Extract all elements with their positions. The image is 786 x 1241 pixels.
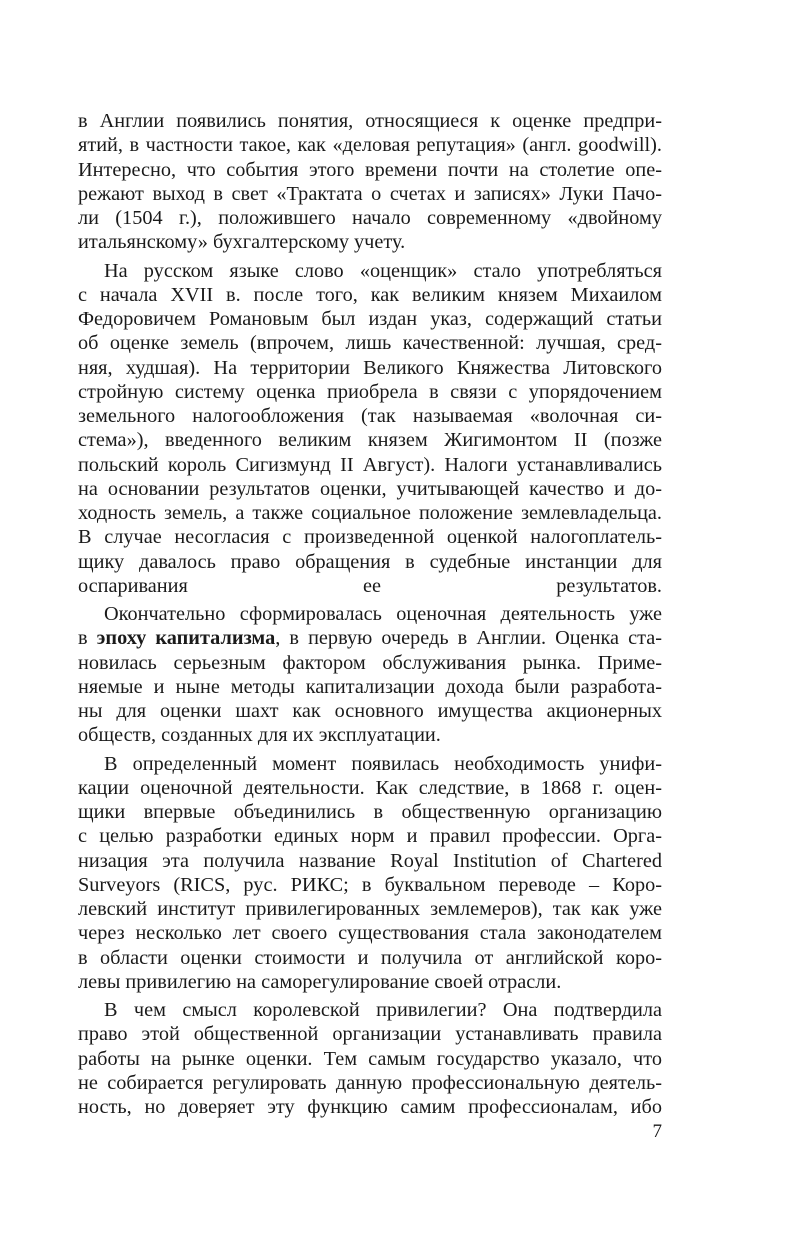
text-line: На русском языке слово «оценщик» стало употребляться [104, 259, 662, 282]
emphasis-term: эпоху капитализма [96, 627, 276, 650]
text-line: режают выход в свет «Трактата о счетах и записях» Луки Пачо- [78, 182, 662, 205]
text-line: Окончательно сформировалась оценочная деятельность уже [104, 603, 662, 625]
text-line: с начала XVII в. после того, как великим князем Михаилом [78, 283, 662, 306]
text-line: оспаривания ее результатов. [78, 574, 662, 597]
text-line: няемые и ныне методы капитализации дохода были разработа- [78, 675, 662, 698]
text-line: Федоровичем Романовым был издан указ, содержащий статьи [78, 308, 662, 330]
body-text [78, 109, 662, 1119]
text-line: левский институт привилегированных землемеров), так как уже [78, 898, 662, 920]
paragraph-2 [78, 259, 662, 599]
text-line: стройную систему оценка приобрела в связи с упорядочением [78, 380, 662, 403]
text-line: в Англии появились понятия, относящиеся к оценке предпри- [78, 110, 662, 132]
text-line: левы привилегию на саморегулирование своей отрасли. [78, 970, 562, 993]
text-line: стема»), введенного великим князем Жигимонтом II (позже [78, 429, 662, 452]
paragraph-1 [78, 109, 662, 255]
text-line: право этой общественной организации устанавливать правила [78, 1023, 662, 1046]
text-line: об оценке земель (впрочем, лишь качественной: лучшая, сред- [78, 332, 662, 355]
text-line: низация эта получила название Royal Institution of Chartered [78, 849, 662, 872]
text-line: не собирается регулировать данную профессиональную деятель- [78, 1071, 662, 1094]
text-line: ятий, в частности такое, как «деловая репутация» (англ. goodwill). [78, 134, 662, 157]
page-number: 7 [652, 1121, 662, 1142]
text-line: ны для оценки шахт как основного имущества акционерных [78, 700, 662, 722]
text-line: польский король Сигизмунд II Август). Налоги устанавливались [78, 453, 662, 476]
text-line: щику давалось право обращения в судебные инстанции для [78, 550, 662, 573]
text-line: с целью разработки единых норм и правил профессии. Орга- [78, 825, 662, 848]
text-line: ходность земель, а также социальное положение землевладельца. [78, 502, 662, 524]
text-line: кации оценочной деятельности. Как следствие, в 1868 г. оцен- [78, 776, 662, 799]
text-line: В определенный момент появилась необходимость унифи- [104, 752, 662, 775]
text-line: земельного налогообложения (так называемая «волочная си- [78, 405, 662, 427]
paragraph-3 [78, 602, 662, 748]
text-line: В случае несогласия с произведенной оценкой налогоплатель- [78, 526, 662, 549]
text-line: Surveyors (RICS, рус. РИКС; в буквальном переводе – Коро- [78, 873, 662, 896]
text-line: ность, но доверяет эту функцию самим профессионалам, ибо [78, 1096, 662, 1118]
text-line: через несколько лет своего существования стала законодателем [78, 922, 662, 945]
text-line: щики впервые объединились в общественную организацию [78, 801, 662, 823]
text-line: в эпоху капитализма, в первую очередь в Англии. Оценка ста- [78, 627, 662, 650]
text-line: няя, худшая). На территории Великого Княжества Литовского [78, 356, 662, 379]
text-line: ли (1504 г.), положившего начало современному «двойному [78, 207, 662, 229]
text-line: Интересно, что события этого времени почти на столетие опе- [78, 158, 662, 181]
text-line: обществ, созданных для их эксплуатации. [78, 724, 441, 747]
text-line: новилась серьезным фактором обслуживания рынка. Приме- [78, 651, 662, 674]
paragraph-5 [78, 998, 662, 1119]
text-line: на основании результатов оценки, учитывающей качество и до- [78, 477, 662, 500]
text-line: работы на рынке оценки. Тем самым государство указало, что [78, 1047, 662, 1070]
text-line: В чем смысл королевской привилегии? Она подтвердила [104, 999, 662, 1021]
paragraph-4 [78, 752, 662, 995]
text-line: в области оценки стоимости и получила от английской коро- [78, 946, 662, 969]
text-line: итальянскому» бухгалтерскому учету. [78, 231, 406, 254]
